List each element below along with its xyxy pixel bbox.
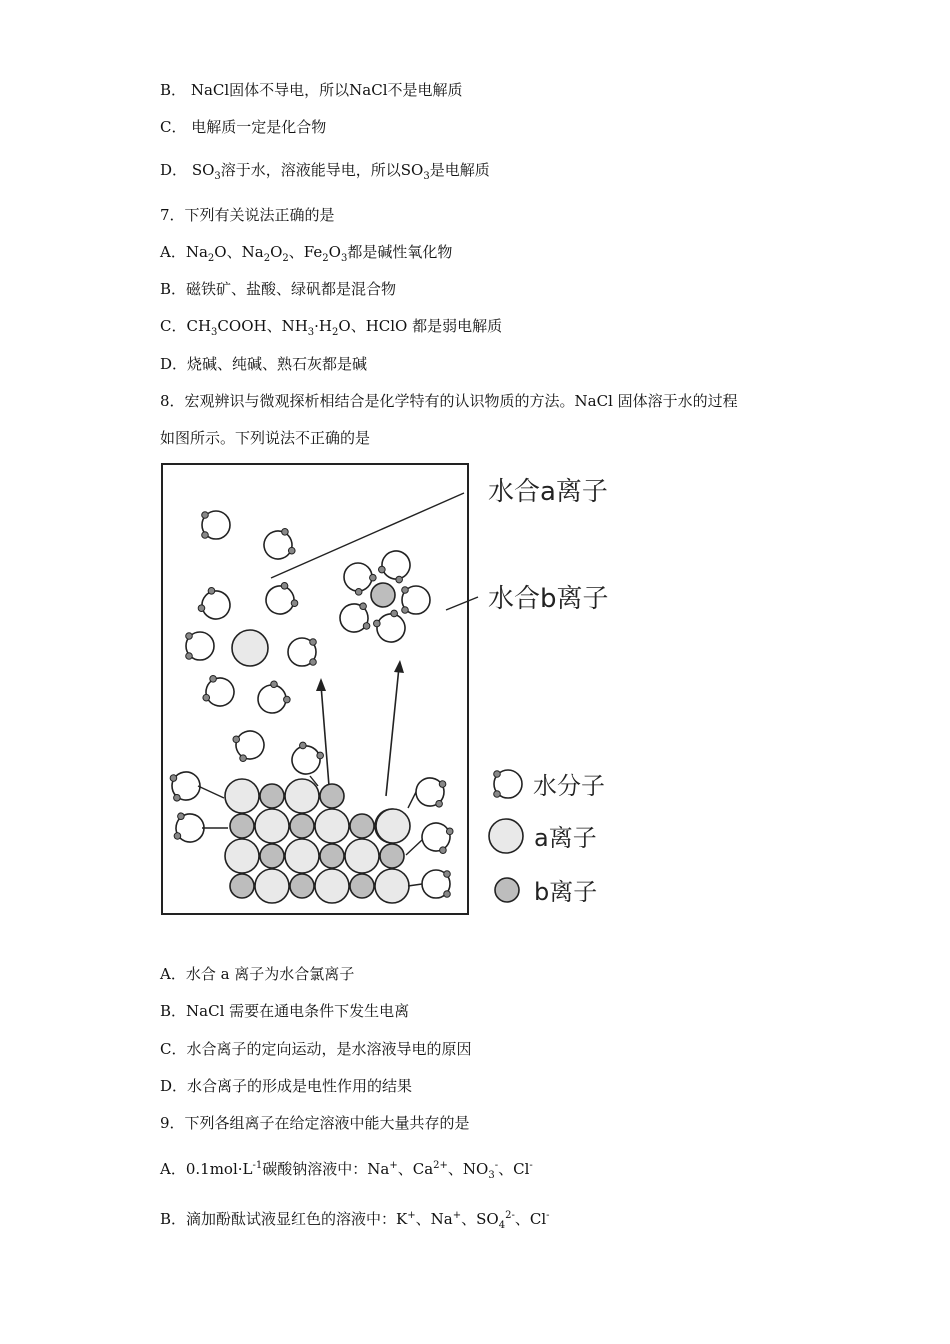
q7-stem: 7．下列有关说法正确的是 [160,206,335,224]
lattice-a-ion [225,779,259,813]
lattice-b-ion [230,874,254,898]
formula-so3: $SO_3$ [191,161,221,182]
lattice-a-ion [345,839,379,873]
q8-stem-line2: 如图所示。下列说法不正确的是 [160,429,371,447]
formula-so3: $SO_3$ [400,161,430,182]
q7-option-c: C．$CH_3COOH$、$NH_3\cdot H_2O$、HClO 都是弱电解质 [160,317,503,338]
lattice-a-ion [255,809,289,843]
lattice-b-ion [350,874,374,898]
nacl-dissolution-figure [158,460,628,920]
q8-stem-line1: 8．宏观辨识与微观探析相结合是化学特有的认识物质的方法。NaCl 固体溶于水的过程 [160,392,738,410]
q7-option-a: A．$Na_2O$、$Na_2O_2$、$Fe_2O_3$都是碱性氧化物 [160,243,453,264]
q6-option-d [160,160,490,187]
legend-a-label: a离子 [534,824,597,852]
q7-option-b: B．磁铁矿、盐酸、绿矾都是混合物 [160,280,397,298]
q8-option-c: C．水合离子的定向运动，是水溶液导电的原因 [160,1040,472,1058]
lattice-a-ion [255,869,289,903]
option-prefix: D． [160,161,188,179]
lattice-a-ion [315,869,349,903]
lattice-b-ion [260,784,284,808]
lattice-b-ion [320,784,344,808]
lattice-b-ion [260,844,284,868]
lattice-a-ion [375,869,409,903]
q7-option-d: D．烧碱、纯碱、熟石灰都是碱 [160,355,368,373]
option-text: 是电解质 [429,161,490,179]
option-prefix: C． [160,118,187,136]
lattice-a-ion [315,809,349,843]
lattice-b-ion [380,844,404,868]
legend [489,770,605,906]
lattice-a-ion [285,839,319,873]
q8-option-b: B．NaCl 需要在通电条件下发生电离 [160,1002,410,1020]
lattice-a-ion [376,809,410,843]
lattice-a-ion [225,839,259,873]
q8-option-d: D．水合离子的形成是电性作用的结果 [160,1077,413,1095]
label-hydrated-b: 水合b离子 [488,584,609,614]
q9-stem: 9．下列各组离子在给定溶液中能大量共存的是 [160,1114,470,1132]
lattice-a-ion [285,779,319,813]
q8-option-a: A．水合 a 离子为水合氯离子 [160,965,355,983]
q9-option-a: A．$0.1mol\cdot L^{-1}$碳酸钠溶液中：Na+、$Ca^{2+}$、$NO_3^-$、Cl- [160,1160,533,1181]
label-hydrated-a: 水合a离子 [488,477,608,507]
lattice-b-ion [230,814,254,838]
q6-option-c [160,117,326,137]
lattice-b-ion [350,814,374,838]
option-prefix: B． [160,81,187,99]
option-text: 溶于水，溶液能导电，所以 [220,161,401,179]
lattice-b-ion [290,814,314,838]
q6-option-b [160,80,463,100]
q9-option-b: B．滴加酚酞试液显红色的溶液中：K+、Na+、$SO_4^{2-}$、Cl- [160,1210,550,1231]
option-text: 电解质一定是化合物 [191,118,327,136]
option-text: NaCl固体不导电，所以NaCl不是电解质 [190,81,463,99]
hydrated-a-ion [232,630,268,666]
lattice-b-ion [290,874,314,898]
legend-water-label: 水分子 [533,772,605,800]
lattice-b-ion [320,844,344,868]
legend-b-label: b离子 [534,878,598,906]
